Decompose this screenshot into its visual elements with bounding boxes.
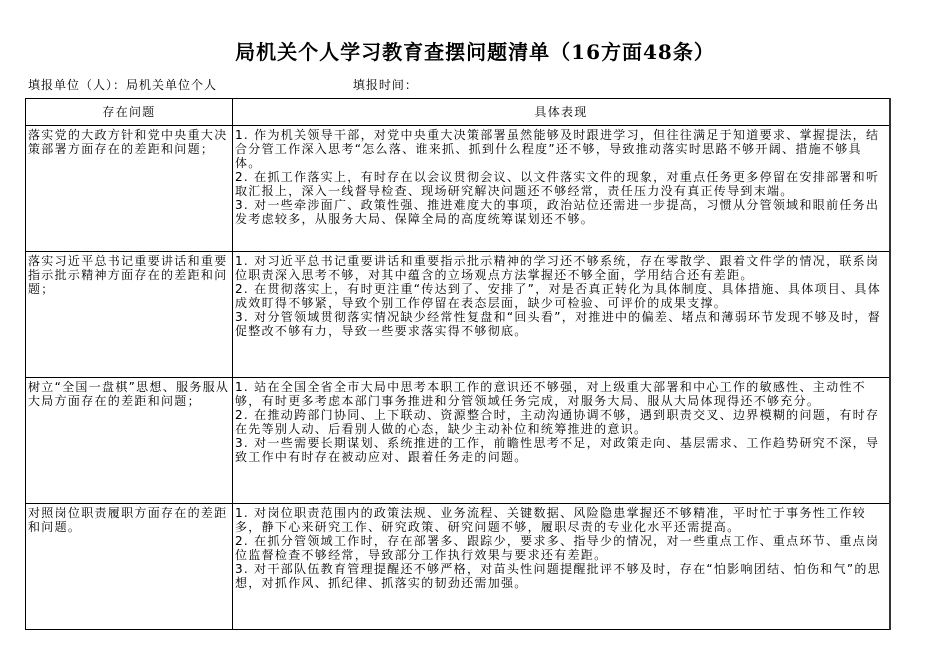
detail-item: 3. 对干部队伍教育管理提醒还不够严格，对苗头性问题提醒批评不够及时，存在“怕影响团结、怕伤和气”的思想，对抓作风、抓纪律、抓落实的韧劲还需加强。 xyxy=(235,562,882,590)
table-row xyxy=(26,378,891,504)
detail-item: 3. 对一些需要长期谋划、系统推进的工作，前瞻性思考不足，对政策走向、基层需求、工作趋势研究不深，导致工作中有时存在被动应对、跟着任务走的问题。 xyxy=(235,436,880,464)
detail-item: 3. 对分管领域贯彻落实情况缺少经常性复盘和“回头看”，对推进中的偏差、堵点和薄弱环节发现不够及时，督促整改不够有力，导致一些要求落实得不够彻底。 xyxy=(235,310,882,338)
detail-item: 1. 对岗位职责范围内的政策法规、业务流程、关键数据、风险隐患掌握还不够精准，平时忙于事务性工作较多，静下心来研究工作、研究政策、研究问题不够，履职尽责的专业化水平还需提高。 xyxy=(235,506,866,534)
table-header xyxy=(26,99,891,126)
reporting-time: 填报时间： xyxy=(352,78,418,92)
detail-item: 2. 在抓分管领域工作时，存在部署多、跟踪少，要求多、指导少的情况，对一些重点工作、重点环节、重点岗位监督检查不够经常，导致部分工作执行效果与要求还有差距。 xyxy=(235,534,880,562)
problem-cell: 落实习近平总书记重要讲话和重要指示批示精神方面存在的差距和问题； xyxy=(26,252,233,378)
detail-item: 3. 对一些牵涉面广、政策性强、推进难度大的事项，政治站位还需进一步提高，习惯从分管领域和眼前任务出发考虑较多，从服务大局、保障全局的高度统筹谋划还不够。 xyxy=(235,198,880,226)
header-details: 具体表现 xyxy=(233,99,891,126)
header-problem: 存在问题 xyxy=(26,99,233,126)
problem-cell: 树立“全国一盘棋”思想、服务服从大局方面存在的差距和问题； xyxy=(26,378,233,504)
details-cell xyxy=(233,378,891,504)
table-row xyxy=(26,504,891,630)
detail-item: 1. 站在全国全省全市大局中思考本职工作的意识还不够强，对上级重大部署和中心工作的敏感性、主动性不够，有时更多考虑本部门事务推进和分管领域任务完成，对服务大局、服从大局体现得还不够充分。 xyxy=(235,380,866,408)
detail-item: 2. 在贯彻落实上，有时更注重“传达到了、安排了”，对是否真正转化为具体制度、具体措施、具体项目、具体成效盯得不够紧，导致个别工作停留在表态层面，缺少可检验、可评价的成果支撑。 xyxy=(235,282,882,310)
problem-cell: 落实党的大政方针和党中央重大决策部署方面存在的差距和问题； xyxy=(26,126,233,252)
info-line xyxy=(28,76,418,93)
details-cell xyxy=(233,126,891,252)
details-cell xyxy=(233,252,891,378)
table-row xyxy=(26,252,891,378)
details-cell xyxy=(233,504,891,630)
reporting-unit: 填报单位（人）：局机关单位个人 xyxy=(28,78,218,92)
table-row xyxy=(26,126,891,252)
detail-item: 1. 对习近平总书记重要讲话和重要指示批示精神的学习还不够系统，存在零散学、跟着文件学的情况，联系岗位职责深入思考不够，对其中蕴含的立场观点方法掌握还不够全面，学用结合还有差距。 xyxy=(235,254,880,282)
detail-item: 2. 在抓工作落实上，有时存在以会议贯彻会议、以文件落实文件的现象，对重点任务更多停留在安排部署和听取汇报上，深入一线督导检查、现场研究解决问题还不够经常，责任压力没有真正传导到末端。 xyxy=(235,170,880,198)
detail-item: 1. 作为机关领导干部，对党中央重大决策部署虽然能够及时跟进学习，但往往满足于知道要求、掌握提法，结合分管工作深入思考“怎么落、谁来抓、抓到什么程度”还不够，导致推动落实时思路不够开阔、措施不够具体。 xyxy=(235,128,880,170)
problem-table xyxy=(25,98,891,630)
detail-item: 2. 在推动跨部门协同、上下联动、资源整合时，主动沟通协调不够，遇到职责交叉、边界模糊的问题，有时存在先等别人动、后看别人做的心态，缺少主动补位和统筹推进的意识。 xyxy=(235,408,880,436)
problem-cell: 对照岗位职责履职方面存在的差距和问题。 xyxy=(26,504,233,630)
page-title: 局机关个人学习教育查摆问题清单（16方面48条） xyxy=(235,40,715,64)
